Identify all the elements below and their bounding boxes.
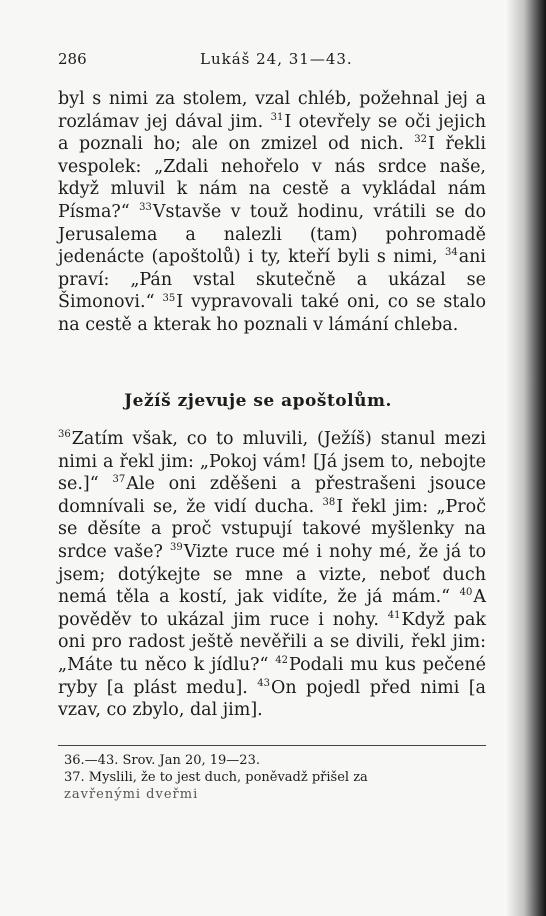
verse-number: 33 xyxy=(139,202,152,214)
footnote: 36.—43. Srov. Jan 20, 19—23. xyxy=(64,753,260,768)
text-segment: ani praví: „Pán vstal skutečně a ukázal se Šimonovi.“ xyxy=(58,247,486,313)
verse-number: 32 xyxy=(414,134,428,146)
footnote-continuation: zavřenými dveřmi xyxy=(64,787,199,802)
verse-number: 35 xyxy=(162,292,176,304)
paragraph-verses-31-35 xyxy=(58,88,486,337)
verse-number: 36 xyxy=(58,429,71,441)
text-segment: Vstavše v touž hodinu, vrátili se do Jerusalema a nalezli (tam) pohromadě jedenácte (apoštolů) i ty, kteří byli s nimi, xyxy=(58,201,486,268)
verse-number: 31 xyxy=(270,111,284,123)
verse-number: 39 xyxy=(169,542,183,554)
page-number: 286 xyxy=(58,50,87,68)
book-spine-shadow xyxy=(506,0,546,916)
footnote-divider xyxy=(58,745,486,746)
text-segment: A pověděv to ukázal jim ruce i nohy. xyxy=(58,587,486,630)
verse-number: 42 xyxy=(275,655,288,667)
verse-number: 43 xyxy=(257,677,270,689)
verse-number: 41 xyxy=(387,609,401,621)
text-segment: I řekli vespolek: „Zdali nehořelo v nás srdce naše, když mluvil k nám na cestě a vykládal nám Písma?“ xyxy=(58,134,486,222)
text-segment: Vizte ruce mé i nohy mé, že já to jsem; dotýkejte se mne a vizte, neboť duch nemá těla a kostí, jak vidíte, že já mám.“ xyxy=(58,541,486,608)
text-segment: I řekl jim: „Proč se děsíte a proč vstupují takové myšlenky na srdce vaše? xyxy=(58,496,486,562)
footnotes xyxy=(64,752,484,803)
text-segment: Ale oni zděšeni a přestrašeni jsouce domnívali se, že vidí ducha. xyxy=(58,474,486,517)
verse-number: 40 xyxy=(459,587,473,599)
text-segment: byl s nimi za stolem, vzal chléb, požehnal jej a rozlámav jej dával jim. xyxy=(58,89,486,132)
text-segment: I vypravovali také oni, co se stalo na cestě a kterak ho poznali v lámání chleba. xyxy=(58,292,487,335)
text-segment: Zatím však, co to mluvili, (Ježíš) stanul mezi nimi a řekl jim: „Pokoj vám! [Já jsem to, nebojte se.]“ xyxy=(58,429,486,495)
section-heading: Ježíš zjevuje se apoštolům. xyxy=(124,391,392,411)
text-segment: Když pak oni pro radost ještě nevěřili a se divili, řekl jim: „Máte tu něco k jídlu?“ xyxy=(58,609,486,675)
text-segment: On pojedl před nimi [a vzav, co zbylo, dal jim]. xyxy=(58,677,486,721)
running-head: Lukáš 24, 31—43. xyxy=(200,50,353,68)
paragraph-verses-36-43 xyxy=(58,428,486,722)
text-segment: Podali mu kus pečené ryby [a plást medu]. xyxy=(58,654,486,698)
text-segment: I otevřely se oči jejich a poznali ho; ale on zmizel od nich. xyxy=(58,111,486,155)
verse-number: 37 xyxy=(112,474,126,486)
verse-number: 34 xyxy=(444,247,458,259)
footnote: 37. Myslili, že to jest duch, poněvadž přišel za xyxy=(64,770,368,785)
verse-number: 38 xyxy=(322,496,336,508)
